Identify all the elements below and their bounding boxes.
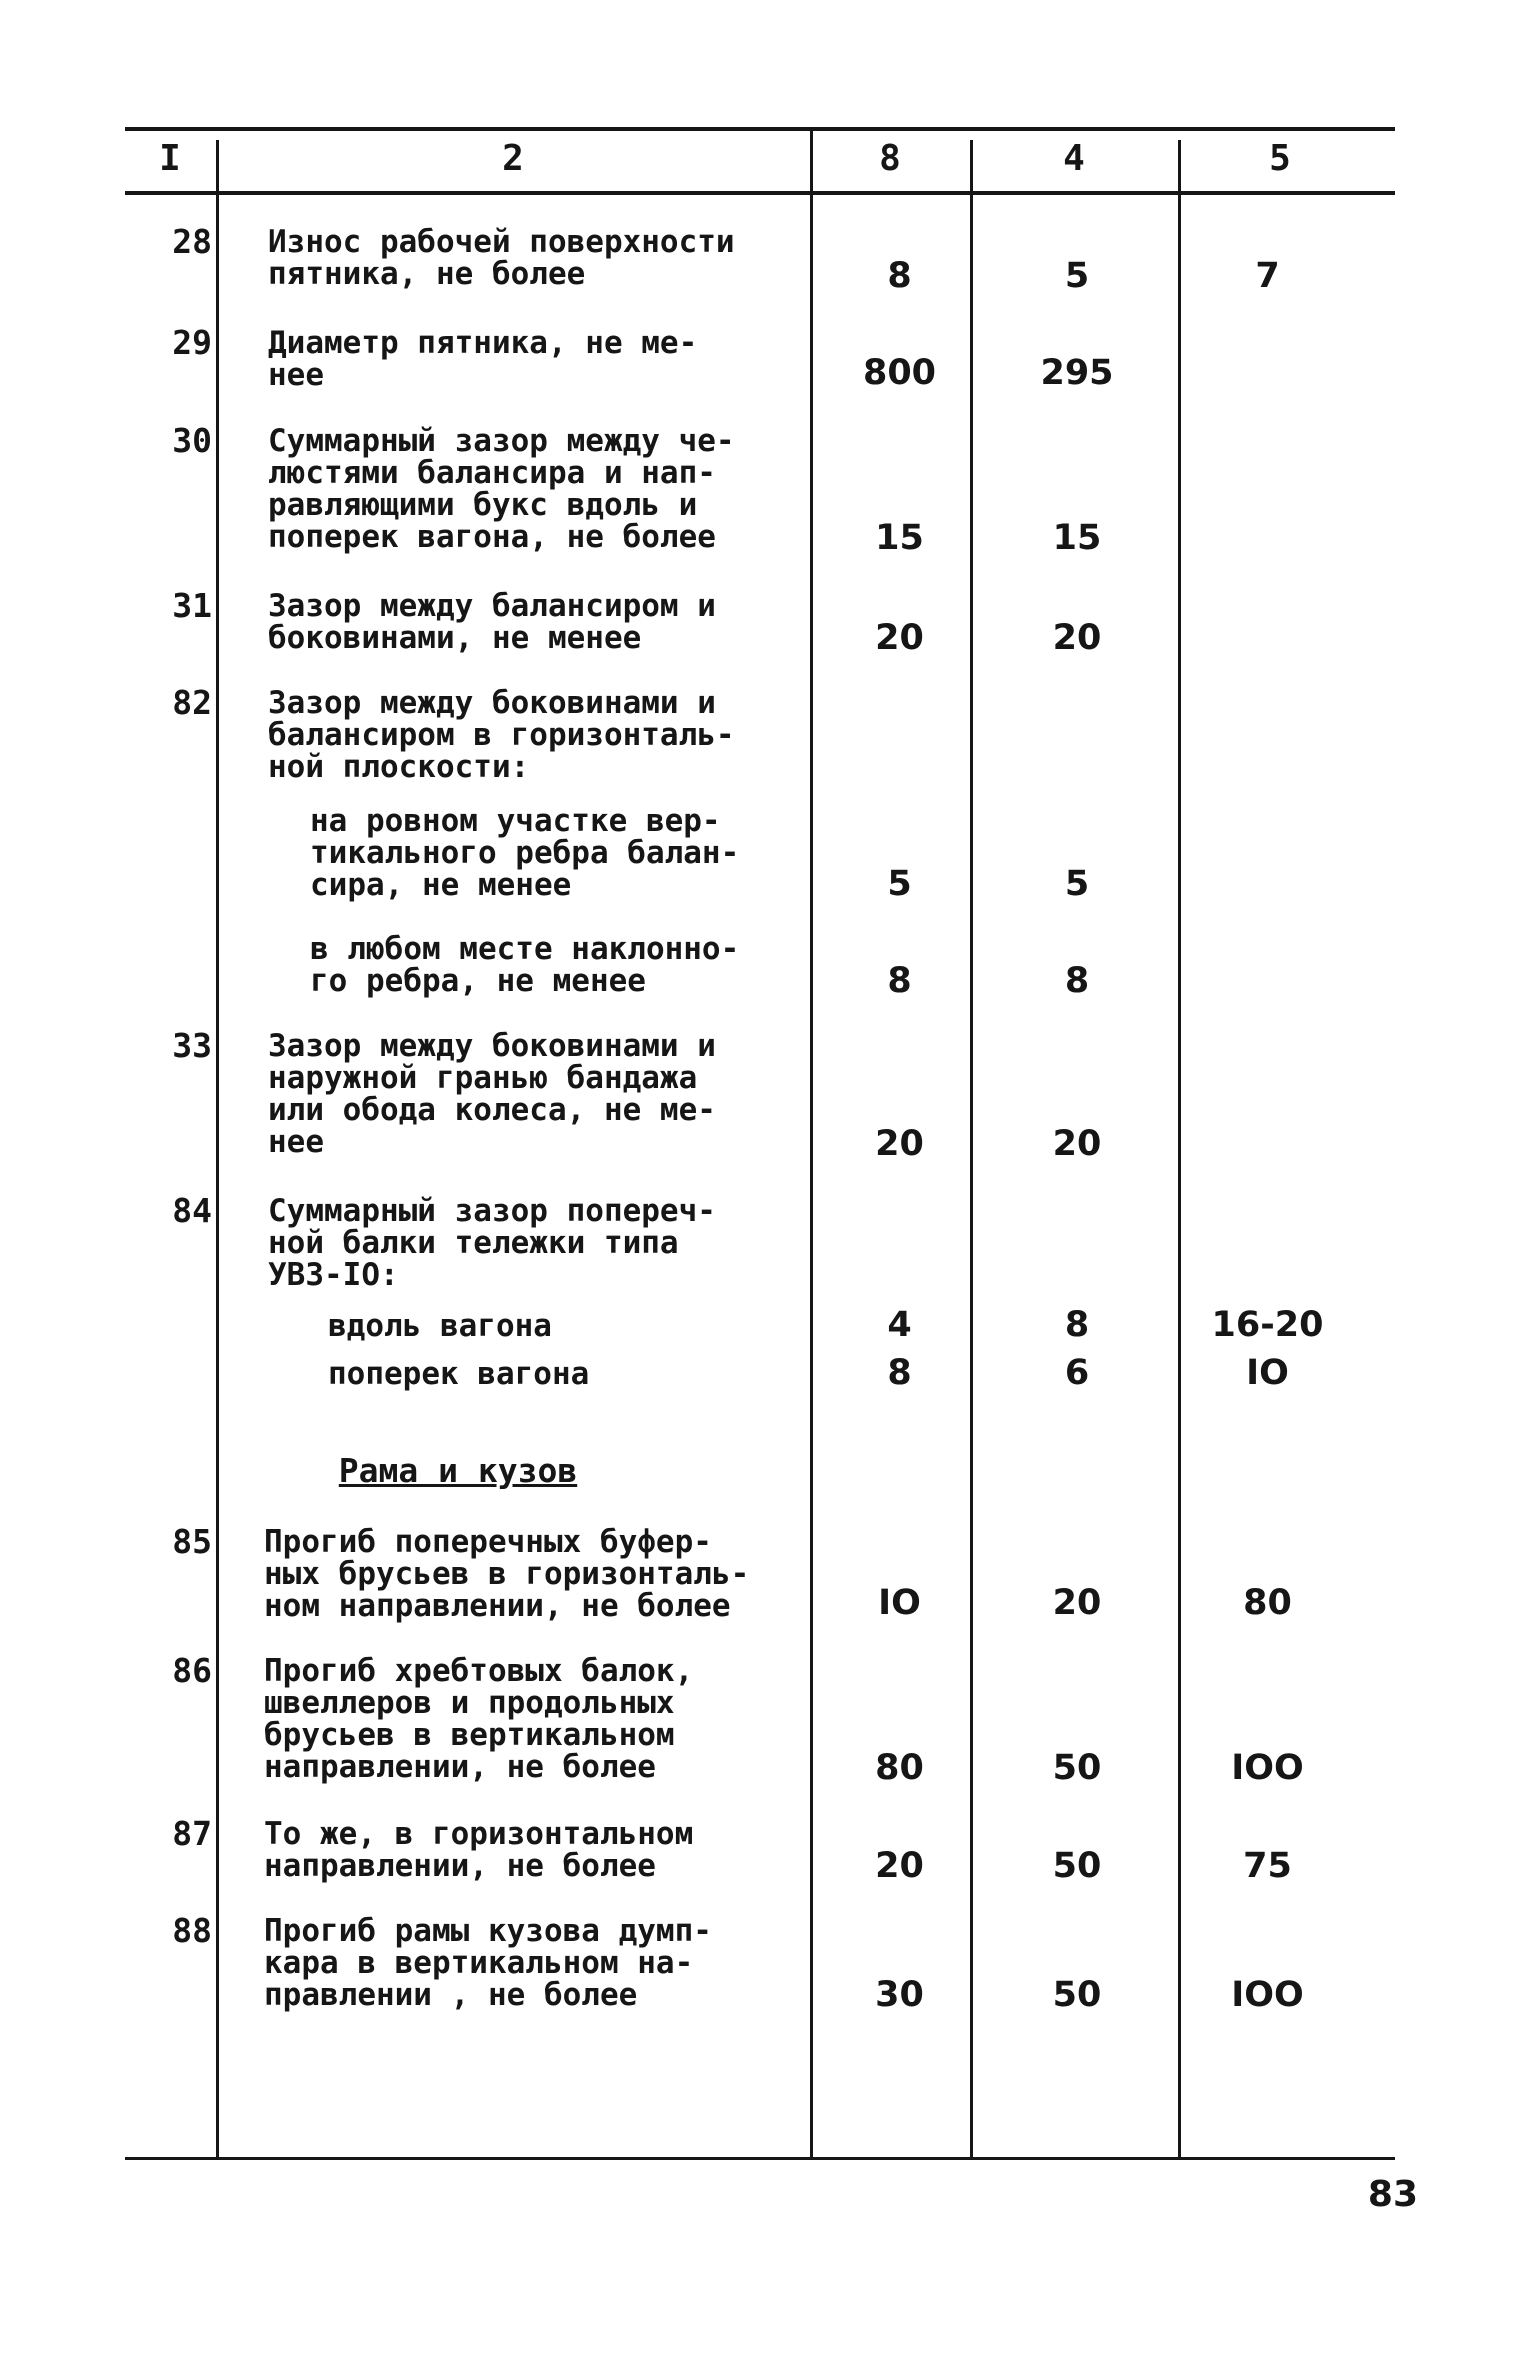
header-col-3: 8 bbox=[879, 138, 901, 179]
value-col-5: IO bbox=[1246, 1353, 1289, 1393]
value-col-3: 20 bbox=[875, 1124, 924, 1164]
row-number: 31 bbox=[172, 586, 212, 625]
value-col-3: 8 bbox=[887, 961, 912, 1001]
value-col-5: 7 bbox=[1255, 256, 1280, 296]
value-col-4: 50 bbox=[1052, 1975, 1102, 2015]
value-col-3: 80 bbox=[875, 1748, 924, 1788]
sub-row-description: вдоль вагона bbox=[328, 1308, 552, 1344]
value-col-4: 50 bbox=[1052, 1846, 1102, 1886]
page-number: 83 bbox=[1367, 2174, 1418, 2215]
row-number: 85 bbox=[172, 1522, 212, 1561]
row-number: 33 bbox=[172, 1026, 212, 1065]
value-col-3: 4 bbox=[887, 1305, 912, 1345]
row-number: 86 bbox=[172, 1651, 212, 1690]
column-divider-1 bbox=[216, 140, 219, 2160]
value-col-5: IOO bbox=[1231, 1975, 1304, 2015]
value-col-3: IO bbox=[878, 1583, 921, 1623]
row-description: Суммарный зазор попереч- ной балки тележки типа УВЗ-IO: bbox=[268, 1193, 716, 1293]
row-description: Суммарный зазор между че- люстями балансира и нап- равляющими букс вдоль и поперек вагона, не более bbox=[268, 423, 735, 555]
value-col-3: 8 bbox=[887, 1353, 912, 1393]
row-number: 28 bbox=[172, 222, 212, 261]
section-title: Рама и кузов bbox=[338, 1451, 578, 1490]
value-col-4: 6 bbox=[1064, 1353, 1090, 1393]
header-col-5: 5 bbox=[1269, 138, 1291, 179]
row-description: Диаметр пятника, не ме- нее bbox=[268, 325, 698, 393]
table-top-rule bbox=[125, 127, 1395, 131]
table-bottom-rule bbox=[125, 2157, 1395, 2160]
sub-row-description: поперек вагона bbox=[328, 1356, 590, 1392]
value-col-5: 80 bbox=[1243, 1583, 1292, 1623]
row-number: 30 bbox=[172, 421, 212, 460]
value-col-4: 50 bbox=[1052, 1748, 1102, 1788]
sub-row-description: на ровном участке вер- тикального ребра балан- сира, не менее bbox=[310, 803, 740, 903]
value-col-3: 800 bbox=[862, 353, 937, 393]
row-description: Прогиб рамы кузова думп- кара в вертикальном на- правлении , не более bbox=[264, 1913, 712, 2013]
value-col-3: 20 bbox=[875, 618, 924, 658]
value-col-4: 8 bbox=[1064, 961, 1090, 1001]
value-col-4: 5 bbox=[1064, 256, 1090, 296]
value-col-4: 15 bbox=[1052, 518, 1102, 558]
value-col-3: 15 bbox=[875, 518, 924, 558]
value-col-4: 20 bbox=[1052, 1124, 1102, 1164]
value-col-4: 20 bbox=[1052, 1583, 1102, 1623]
row-description: Зазор между балансиром и боковинами, не менее bbox=[268, 588, 716, 656]
header-col-2: 2 bbox=[502, 138, 524, 179]
row-description: Зазор между боковинами и балансиром в горизонталь- ной плоскости: bbox=[268, 685, 735, 785]
header-bottom-rule bbox=[125, 191, 1395, 195]
row-description: Зазор между боковинами и наружной гранью бандажа или обода колеса, не ме- нее bbox=[268, 1028, 716, 1160]
value-col-3: 30 bbox=[875, 1975, 924, 2015]
value-col-3: 20 bbox=[875, 1846, 924, 1886]
row-number: 84 bbox=[172, 1191, 212, 1230]
value-col-3: 5 bbox=[887, 864, 912, 904]
row-number: 87 bbox=[172, 1814, 212, 1853]
row-number: 82 bbox=[172, 683, 212, 722]
value-col-5: IOO bbox=[1231, 1748, 1304, 1788]
row-description: Прогиб хребтовых балок, швеллеров и продольных брусьев в вертикальном направлении, не более bbox=[264, 1653, 694, 1785]
header-col-4: 4 bbox=[1063, 138, 1085, 179]
value-col-5: 75 bbox=[1243, 1846, 1292, 1886]
value-col-4: 8 bbox=[1064, 1305, 1090, 1345]
row-description: Износ рабочей поверхности пятника, не более bbox=[268, 224, 735, 292]
row-description: То же, в горизонтальном направлении, не более bbox=[264, 1816, 694, 1884]
header-col-1: I bbox=[159, 138, 181, 179]
row-number: 29 bbox=[172, 323, 212, 362]
value-col-3: 8 bbox=[887, 256, 912, 296]
value-col-4: 295 bbox=[1040, 353, 1114, 393]
value-col-4: 5 bbox=[1064, 864, 1090, 904]
row-number: 88 bbox=[172, 1911, 212, 1950]
sub-row-description: в любом месте наклонно- го ребра, не менее bbox=[310, 931, 740, 999]
value-col-5: 16-20 bbox=[1211, 1305, 1324, 1345]
row-description: Прогиб поперечных буфер- ных брусьев в горизонталь- ном направлении, не более bbox=[264, 1524, 750, 1624]
value-col-4: 20 bbox=[1052, 618, 1102, 658]
